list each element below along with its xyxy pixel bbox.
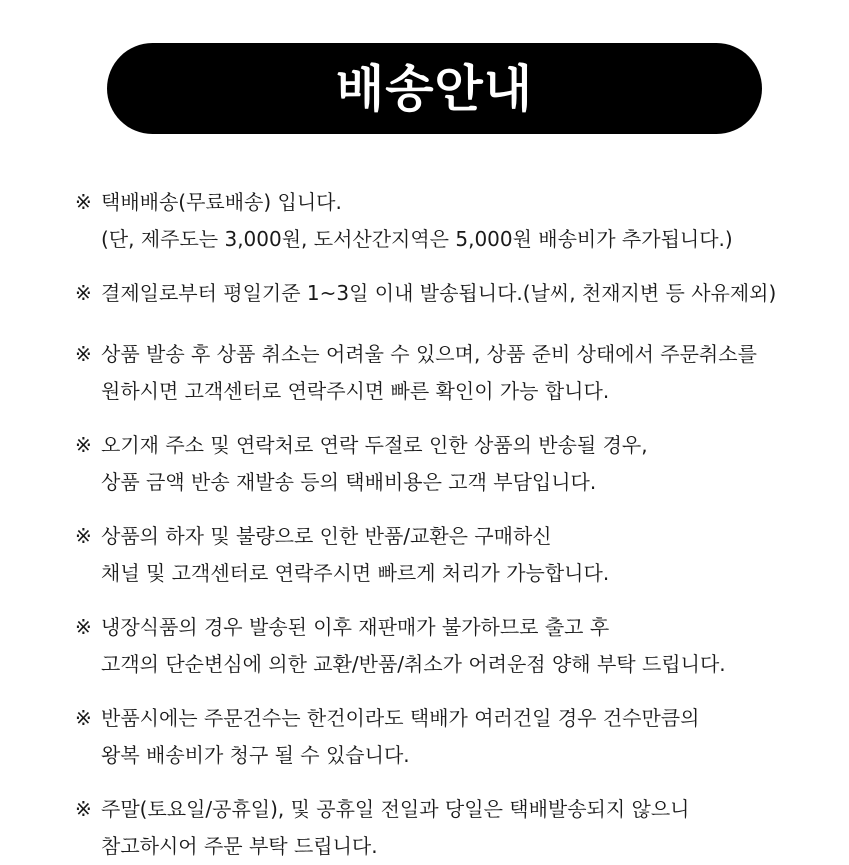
reference-mark: ※ [75,524,92,548]
reference-mark: ※ [75,281,92,305]
page-title: 배송안내 [335,59,534,118]
notice-defect-return [75,518,815,592]
notice-return-fee [75,700,815,774]
notice-line: 원하시면 고객센터로 연락주시면 빠른 확인이 가능 합니다. [101,379,610,403]
title-banner [107,43,762,134]
notice-refrigerated [75,609,815,683]
notice-line: ※ 오기재 주소 및 연락처로 연락 두절로 인한 상품의 반송될 경우, [75,427,815,464]
notice-line: 고객의 단순변심에 의한 교환/반품/취소가 어려운점 양해 부탁 드립니다. [101,652,726,676]
notice-line: ※ 반품시에는 주문건수는 한건이라도 택배가 여러건일 경우 건수만큼의 [75,700,815,737]
notice-line: ※ 주말(토요일/공휴일), 및 공휴일 전일과 당일은 택배발송되지 않으니 [75,791,815,828]
notice-line: 채널 및 고객센터로 연락주시면 빠르게 처리가 가능합니다. [101,561,610,585]
notice-line: ※ 택배배송(무료배송) 입니다. [75,184,815,221]
notice-line: ※ 결제일로부터 평일기준 1~3일 이내 발송됩니다.(날씨, 천재지변 등 사유제외) [75,275,815,312]
reference-mark: ※ [75,797,92,821]
reference-mark: ※ [75,615,92,639]
notice-line: ※ 상품 발송 후 상품 취소는 어려울 수 있으며, 상품 준비 상태에서 주문취소를 [75,336,815,373]
reference-mark: ※ [75,706,92,730]
reference-mark: ※ [75,433,92,457]
notice-wrong-address [75,427,815,501]
notice-line: 왕복 배송비가 청구 될 수 있습니다. [101,743,410,767]
notice-cancellation [75,336,815,410]
notice-holiday [75,791,815,865]
notice-line: ※ 냉장식품의 경우 발송된 이후 재판매가 불가하므로 출고 후 [75,609,815,646]
notice-line: (단, 제주도는 3,000원, 도서산간지역은 5,000원 배송비가 추가됩니다.) [101,227,733,251]
notice-line: ※ 상품의 하자 및 불량으로 인한 반품/교환은 구매하신 [75,518,815,555]
notice-line: 참고하시어 주문 부탁 드립니다. [101,834,378,858]
notice-line: 상품 금액 반송 재발송 등의 택배비용은 고객 부담입니다. [101,470,597,494]
reference-mark: ※ [75,342,92,366]
notice-dispatch-time [75,275,815,312]
reference-mark: ※ [75,190,92,214]
notice-free-shipping [75,184,815,258]
